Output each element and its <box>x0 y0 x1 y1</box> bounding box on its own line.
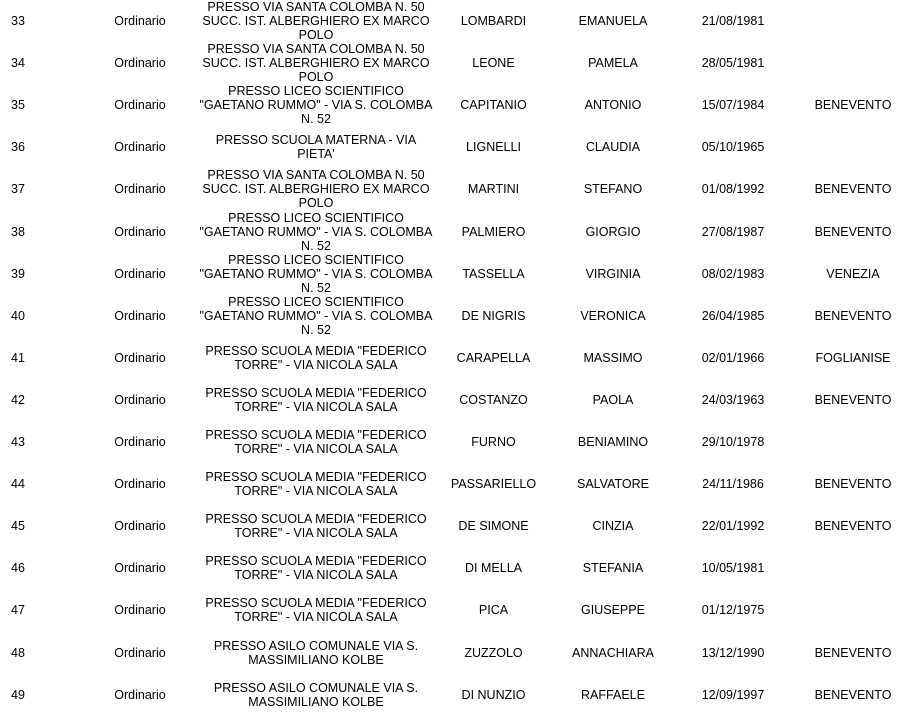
last-name: LEONE <box>472 56 515 71</box>
contract-type: Ordinario <box>114 14 166 28</box>
table-row <box>0 168 900 210</box>
contract-type: Ordinario <box>114 56 166 71</box>
birth-place-cell <box>800 211 900 253</box>
contract-type-cell <box>90 0 190 42</box>
contract-type: Ordinario <box>114 603 166 618</box>
first-name-cell <box>560 295 666 337</box>
contract-type-cell <box>90 547 190 589</box>
first-name: STEFANO <box>583 182 643 197</box>
row-number-cell <box>0 337 51 379</box>
birth-place-cell <box>800 126 900 168</box>
row-number-cell <box>0 168 51 210</box>
last-name-cell <box>446 632 541 674</box>
table-row <box>0 505 900 547</box>
work-location: PRESSO ASILO COMUNALE VIA S. MASSIMILIANO KOLBE <box>213 638 419 667</box>
contract-type: Ordinario <box>114 435 166 449</box>
birth-place-cell <box>800 379 900 421</box>
row-number-cell <box>0 674 51 716</box>
contract-type-cell <box>90 42 190 84</box>
first-name-cell <box>560 337 666 379</box>
birth-date-cell <box>682 379 784 421</box>
contract-type: Ordinario <box>114 645 166 660</box>
work-location-cell <box>196 42 436 84</box>
row-number-cell <box>0 253 51 295</box>
birth-date-cell <box>682 674 784 716</box>
birth-date-cell <box>682 126 784 168</box>
birth-place-cell <box>800 42 900 84</box>
row-number-cell <box>0 421 51 463</box>
birth-date: 29/10/1978 <box>701 435 765 449</box>
last-name-cell <box>446 253 541 295</box>
birth-date: 28/05/1981 <box>701 56 765 71</box>
row-number: 45 <box>11 519 25 534</box>
last-name: LIGNELLI <box>466 140 521 155</box>
work-location-cell <box>196 84 436 126</box>
contract-type: Ordinario <box>114 350 166 365</box>
first-name: GIORGIO <box>585 224 641 239</box>
first-name: CLAUDIA <box>585 140 641 155</box>
birth-date-cell <box>682 42 784 84</box>
work-location-cell <box>196 421 436 463</box>
last-name-cell <box>446 337 541 379</box>
last-name-cell <box>446 674 541 716</box>
row-number-cell <box>0 84 51 126</box>
last-name: DE SIMONE <box>458 519 529 534</box>
birth-place-cell <box>800 463 900 505</box>
work-location: PRESSO SCUOLA MEDIA "FEDERICO TORRE" - VIA NICOLA SALA <box>205 343 427 372</box>
first-name-cell <box>560 168 666 210</box>
last-name: PALMIERO <box>461 224 526 239</box>
work-location-cell <box>196 0 436 42</box>
last-name: COSTANZO <box>459 392 528 407</box>
row-number: 44 <box>11 477 25 492</box>
last-name-cell <box>446 421 541 463</box>
work-location-cell <box>196 168 436 210</box>
first-name: CINZIA <box>592 519 634 534</box>
first-name-cell <box>560 674 666 716</box>
table-row <box>0 42 900 84</box>
work-location: PRESSO VIA SANTA COLOMBA N. 50 SUCC. IST. ALBERGHIERO EX MARCO POLO <box>202 0 430 42</box>
first-name-cell <box>560 589 666 631</box>
first-name: VERONICA <box>580 308 646 323</box>
contract-type: Ordinario <box>114 392 166 407</box>
first-name: RAFFAELE <box>581 687 645 702</box>
row-number-cell <box>0 295 51 337</box>
birth-place-cell <box>800 632 900 674</box>
last-name-cell <box>446 0 541 42</box>
contract-type: Ordinario <box>114 182 166 197</box>
birth-date-cell <box>682 463 784 505</box>
contract-type-cell <box>90 674 190 716</box>
table-row <box>0 84 900 126</box>
first-name: EMANUELA <box>578 14 648 28</box>
table-row <box>0 295 900 337</box>
birth-place-cell <box>800 589 900 631</box>
row-number: 48 <box>11 645 25 660</box>
table-row <box>0 589 900 631</box>
birth-date: 01/08/1992 <box>701 182 765 197</box>
birth-date: 24/11/1986 <box>702 477 764 492</box>
table-row <box>0 463 900 505</box>
first-name: BENIAMINO <box>577 435 649 449</box>
table-row <box>0 0 900 42</box>
birth-place: BENEVENTO <box>814 687 892 702</box>
work-location-cell <box>196 589 436 631</box>
first-name-cell <box>560 505 666 547</box>
work-location-cell <box>196 463 436 505</box>
last-name: CARAPELLA <box>456 350 531 365</box>
work-location: PRESSO SCUOLA MEDIA "FEDERICO TORRE" - VIA NICOLA SALA <box>205 428 427 456</box>
row-number: 47 <box>11 603 25 618</box>
first-name-cell <box>560 211 666 253</box>
contract-type: Ordinario <box>114 519 166 534</box>
contract-type: Ordinario <box>114 561 166 576</box>
work-location: PRESSO VIA SANTA COLOMBA N. 50 SUCC. IST. ALBERGHIERO EX MARCO POLO <box>202 42 430 85</box>
work-location-cell <box>196 211 436 253</box>
work-location: PRESSO SCUOLA MEDIA "FEDERICO TORRE" - VIA NICOLA SALA <box>205 470 427 499</box>
birth-place-cell <box>800 547 900 589</box>
first-name-cell <box>560 126 666 168</box>
birth-place: BENEVENTO <box>814 477 892 492</box>
row-number-cell <box>0 126 51 168</box>
contract-type: Ordinario <box>114 224 166 239</box>
table-row <box>0 379 900 421</box>
birth-date: 08/02/1983 <box>701 266 765 281</box>
birth-date-cell <box>682 253 784 295</box>
contract-type-cell <box>90 505 190 547</box>
last-name: DI MELLA <box>465 561 522 576</box>
first-name-cell <box>560 463 666 505</box>
birth-date: 05/10/1965 <box>701 140 765 155</box>
work-location: PRESSO SCUOLA MEDIA "FEDERICO TORRE" - VIA NICOLA SALA <box>205 554 427 583</box>
work-location: PRESSO LICEO SCIENTIFICO "GAETANO RUMMO" - VIA S. COLOMBA N. 52 <box>199 84 433 127</box>
contract-type-cell <box>90 295 190 337</box>
contract-type: Ordinario <box>114 98 166 113</box>
birth-place-cell <box>800 0 900 42</box>
birth-date: 15/07/1984 <box>701 98 765 113</box>
birth-place-cell <box>800 253 900 295</box>
row-number: 38 <box>11 224 25 239</box>
contract-type-cell <box>90 421 190 463</box>
table-row <box>0 253 900 295</box>
row-number: 39 <box>11 266 25 281</box>
birth-place: BENEVENTO <box>814 645 892 660</box>
first-name: ANNACHIARA <box>572 645 654 660</box>
row-number: 34 <box>11 56 25 71</box>
contract-type-cell <box>90 379 190 421</box>
contract-type-cell <box>90 463 190 505</box>
birth-date-cell <box>682 505 784 547</box>
first-name-cell <box>560 253 666 295</box>
work-location-cell <box>196 632 436 674</box>
row-number-cell <box>0 463 51 505</box>
work-location: PRESSO LICEO SCIENTIFICO "GAETANO RUMMO" - VIA S. COLOMBA N. 52 <box>199 252 433 295</box>
last-name: PASSARIELLO <box>450 477 537 492</box>
birth-place-cell <box>800 505 900 547</box>
birth-date: 10/05/1981 <box>701 561 765 576</box>
last-name-cell <box>446 379 541 421</box>
first-name-cell <box>560 42 666 84</box>
last-name-cell <box>446 84 541 126</box>
row-number-cell <box>0 589 51 631</box>
birth-date-cell <box>682 547 784 589</box>
last-name: FURNO <box>471 435 516 449</box>
birth-date-cell <box>682 211 784 253</box>
last-name: PICA <box>478 603 509 618</box>
work-location-cell <box>196 253 436 295</box>
contract-type-cell <box>90 589 190 631</box>
birth-place-cell <box>800 674 900 716</box>
first-name-cell <box>560 547 666 589</box>
birth-date-cell <box>682 337 784 379</box>
row-number-cell <box>0 547 51 589</box>
first-name-cell <box>560 421 666 463</box>
first-name-cell <box>560 84 666 126</box>
last-name-cell <box>446 547 541 589</box>
row-number-cell <box>0 211 51 253</box>
last-name: ZUZZOLO <box>464 645 523 660</box>
birth-place-cell <box>800 168 900 210</box>
row-number-cell <box>0 632 51 674</box>
contract-type-cell <box>90 253 190 295</box>
work-location: PRESSO LICEO SCIENTIFICO "GAETANO RUMMO" - VIA S. COLOMBA N. 52 <box>199 210 433 253</box>
row-number-cell <box>0 379 51 421</box>
table-row <box>0 547 900 589</box>
birth-place: BENEVENTO <box>814 182 892 197</box>
first-name-cell <box>560 0 666 42</box>
first-name: STEFANIA <box>582 561 644 576</box>
first-name-cell <box>560 379 666 421</box>
work-location: PRESSO SCUOLA MEDIA "FEDERICO TORRE" - VIA NICOLA SALA <box>205 385 427 414</box>
first-name: ANTONIO <box>584 98 642 113</box>
birth-place: BENEVENTO <box>814 392 892 407</box>
table-row <box>0 211 900 253</box>
contract-type-cell <box>90 168 190 210</box>
contract-type: Ordinario <box>114 308 166 323</box>
work-location: PRESSO ASILO COMUNALE VIA S. MASSIMILIANO KOLBE <box>213 680 419 709</box>
last-name: DE NIGRIS <box>461 308 526 323</box>
work-location-cell <box>196 505 436 547</box>
last-name: LOMBARDI <box>460 14 527 28</box>
last-name-cell <box>446 463 541 505</box>
birth-date: 22/01/1992 <box>701 519 765 534</box>
birth-date-cell <box>682 0 784 42</box>
row-number: 36 <box>11 140 25 155</box>
birth-date-cell <box>682 168 784 210</box>
work-location: PRESSO SCUOLA MEDIA "FEDERICO TORRE" - VIA NICOLA SALA <box>205 596 427 625</box>
row-number-cell <box>0 42 51 84</box>
birth-date-cell <box>682 589 784 631</box>
contract-type: Ordinario <box>114 477 166 492</box>
birth-date: 12/09/1997 <box>701 687 765 702</box>
last-name: CAPITANIO <box>460 98 527 113</box>
table-row <box>0 337 900 379</box>
work-location-cell <box>196 674 436 716</box>
contract-type-cell <box>90 632 190 674</box>
last-name-cell <box>446 126 541 168</box>
birth-date-cell <box>682 421 784 463</box>
birth-place-cell <box>800 295 900 337</box>
row-number: 46 <box>11 561 25 576</box>
row-number: 43 <box>11 435 25 449</box>
birth-date: 02/01/1966 <box>701 350 765 365</box>
birth-place: BENEVENTO <box>814 308 892 323</box>
birth-place: BENEVENTO <box>814 224 892 239</box>
birth-date: 26/04/1985 <box>701 308 765 323</box>
last-name: TASSELLA <box>462 266 525 281</box>
last-name-cell <box>446 168 541 210</box>
last-name-cell <box>446 211 541 253</box>
work-location-cell <box>196 126 436 168</box>
table-row <box>0 632 900 674</box>
row-number-cell <box>0 505 51 547</box>
work-location: PRESSO SCUOLA MEDIA "FEDERICO TORRE" - VIA NICOLA SALA <box>205 512 427 541</box>
first-name: PAMELA <box>588 56 638 71</box>
birth-place: BENEVENTO <box>814 98 892 113</box>
first-name: PAOLA <box>592 392 634 407</box>
last-name: MARTINI <box>467 182 520 197</box>
birth-date-cell <box>682 295 784 337</box>
row-number: 37 <box>11 182 25 197</box>
birth-date: 01/12/1975 <box>701 603 765 618</box>
birth-place-cell <box>800 337 900 379</box>
table-row <box>0 674 900 716</box>
contract-type: Ordinario <box>114 687 166 702</box>
first-name-cell <box>560 632 666 674</box>
last-name: DI NUNZIO <box>461 687 526 702</box>
last-name-cell <box>446 589 541 631</box>
contract-type-cell <box>90 84 190 126</box>
contract-type-cell <box>90 211 190 253</box>
row-number: 49 <box>11 687 25 702</box>
contract-type-cell <box>90 337 190 379</box>
row-number: 42 <box>11 392 25 407</box>
first-name: MASSIMO <box>583 350 643 365</box>
birth-place-cell <box>800 421 900 463</box>
birth-place: VENEZIA <box>826 266 880 281</box>
contract-type: Ordinario <box>114 140 166 155</box>
birth-date-cell <box>682 632 784 674</box>
first-name: GIUSEPPE <box>581 603 645 618</box>
row-number: 35 <box>11 98 25 113</box>
birth-place: BENEVENTO <box>814 519 892 534</box>
birth-place: FOGLIANISE <box>815 350 891 365</box>
birth-place-cell <box>800 84 900 126</box>
birth-date: 13/12/1990 <box>701 645 765 660</box>
table-row <box>0 421 900 463</box>
contract-type: Ordinario <box>114 266 166 281</box>
first-name: VIRGINIA <box>585 266 641 281</box>
last-name-cell <box>446 42 541 84</box>
first-name: SALVATORE <box>576 477 649 492</box>
last-name-cell <box>446 295 541 337</box>
work-location: PRESSO VIA SANTA COLOMBA N. 50 SUCC. IST. ALBERGHIERO EX MARCO POLO <box>202 168 430 211</box>
work-location: PRESSO LICEO SCIENTIFICO "GAETANO RUMMO" - VIA S. COLOMBA N. 52 <box>199 294 433 337</box>
work-location-cell <box>196 295 436 337</box>
work-location-cell <box>196 547 436 589</box>
birth-date: 27/08/1987 <box>701 224 765 239</box>
contract-type-cell <box>90 126 190 168</box>
work-location: PRESSO SCUOLA MATERNA - VIA PIETA' <box>215 133 417 162</box>
row-number: 40 <box>11 308 25 323</box>
birth-date-cell <box>682 84 784 126</box>
table-row <box>0 126 900 168</box>
row-number: 33 <box>11 14 25 28</box>
birth-date: 24/03/1963 <box>701 392 765 407</box>
row-number: 41 <box>11 350 25 365</box>
birth-date: 21/08/1981 <box>701 14 765 28</box>
row-number-cell <box>0 0 51 42</box>
last-name-cell <box>446 505 541 547</box>
work-location-cell <box>196 337 436 379</box>
work-location-cell <box>196 379 436 421</box>
